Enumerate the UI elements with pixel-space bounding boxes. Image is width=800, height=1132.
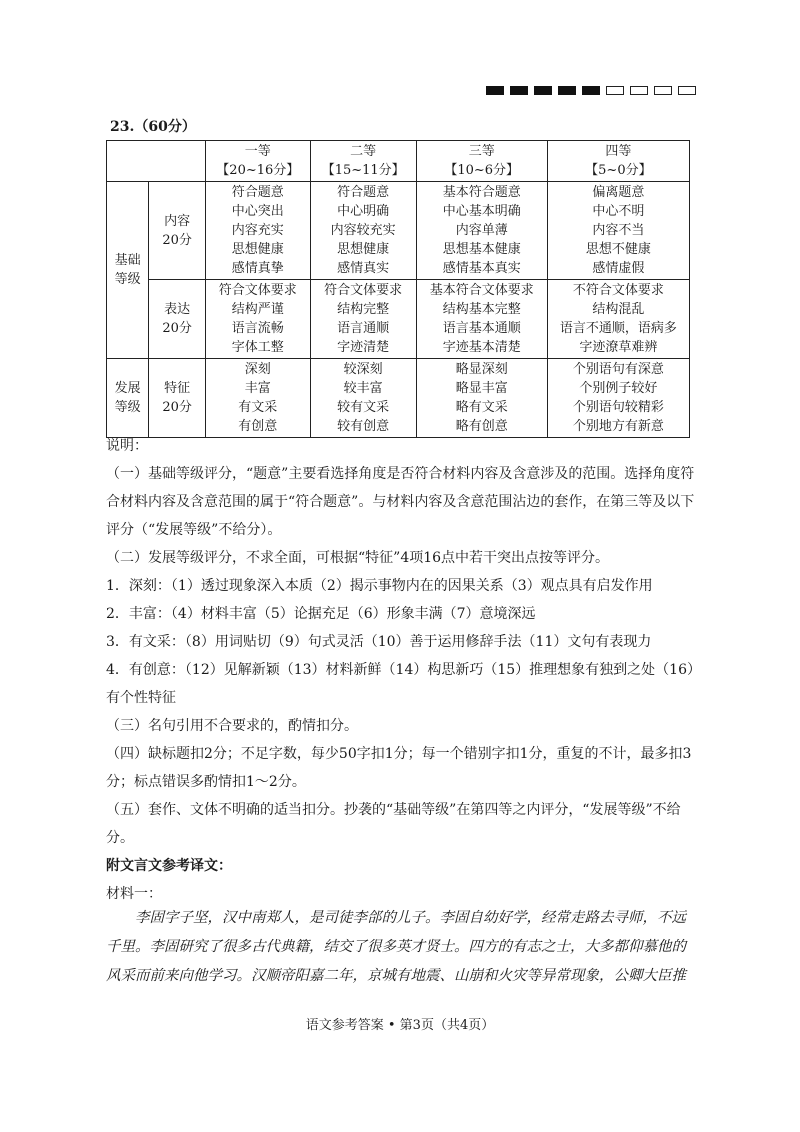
note-paragraph: 3．有文采：（8）用词贴切（9）句式灵活（10）善于运用修辞手法（11）文句有表现力	[106, 634, 652, 650]
empty-mark	[678, 86, 696, 95]
note-paragraph: （一）基础等级评分，“题意”主要看选择角度是否符合材料内容及含意涉及的范围。选择角度符合材料内容及含意范围的属于“符合题意”。与材料内容及含意范围沾边的套作，在第三等及以下评分（“发展等级”不给分）。	[106, 466, 695, 538]
grade-header: 一等 【20~16分】	[205, 141, 310, 182]
filled-mark	[510, 86, 528, 95]
expression-cell: 符合文体要求 结构严谨 语言流畅 字体工整	[205, 280, 310, 359]
content-cell: 符合题意 中心突出 内容充实 思想健康 感情真挚	[205, 182, 310, 280]
content-label: 内容 20分	[149, 182, 205, 280]
expression-cell: 符合文体要求 结构完整 语言通顺 字迹清楚	[310, 280, 416, 359]
empty-mark	[654, 86, 672, 95]
grade-header-row	[107, 141, 690, 182]
question-title: 23.（60分）	[110, 119, 196, 135]
feature-cell: 个别语句有深意 个别例子较好 个别语句较精彩 个别地方有新意	[547, 359, 689, 438]
development-level-label: 发展 等级	[107, 359, 149, 438]
filled-mark	[486, 86, 504, 95]
empty-mark	[606, 86, 624, 95]
note-paragraph: 1．深刻：（1）透过现象深入本质（2）揭示事物内在的因果关系（3）观点具有启发作用	[106, 578, 653, 594]
translation-paragraph: 李固字子坚，汉中南郑人，是司徒李郃的儿子。李固自幼好学，经常走路去寻师，不远千里。李固研究了很多古代典籍，结交了很多英才贤士。四方的有志之士，大多都仰慕他的风采而前来向他学习。汉顺帝阳嘉二年，京城有地震、山崩和火灾等异常现象，公卿大臣推	[106, 910, 686, 984]
grade-header: 四等 【5~0分】	[547, 141, 689, 182]
content-row	[107, 182, 690, 280]
feature-cell: 较深刻 较丰富 较有文采 较有创意	[310, 359, 416, 438]
note-paragraph: 2．丰富：（4）材料丰富（5）论据充足（6）形象丰满（7）意境深远	[106, 606, 536, 622]
note-paragraph: 4．有创意：（12）见解新颖（13）材料新鲜（14）构思新巧（15）推理想象有独到之处（16）有个性特征	[106, 662, 694, 706]
content-cell: 偏离题意 中心不明 内容不当 思想不健康 感情虚假	[547, 182, 689, 280]
expression-cell: 基本符合文体要求 结构基本完整 语言基本通顺 字迹基本清楚	[416, 280, 547, 359]
empty-corner-cell	[107, 141, 206, 182]
expression-label: 表达 20分	[149, 280, 205, 359]
note-paragraph: （五）套作、文体不明确的适当扣分。抄袭的“基础等级”在第四等之内评分，“发展等级”不给分。	[106, 802, 681, 846]
feature-cell: 深刻 丰富 有文采 有创意	[205, 359, 310, 438]
expression-row	[107, 280, 690, 359]
filled-mark	[534, 86, 552, 95]
content-cell: 符合题意 中心明确 内容较充实 思想健康 感情真实	[310, 182, 416, 280]
appendix-title: 附文言文参考译文：	[106, 858, 232, 874]
translation-text	[106, 904, 696, 991]
grade-header: 三等 【10~6分】	[416, 141, 547, 182]
material-label: 材料一：	[106, 886, 162, 902]
note-paragraph: （二）发展等级评分，不求全面，可根据“特征”4项16点中若干突出点按等评分。	[106, 550, 610, 566]
empty-mark	[630, 86, 648, 95]
feature-row	[107, 359, 690, 438]
notes-label: 说明：	[106, 438, 148, 454]
expression-cell: 不符合文体要求 结构混乱 语言不通顺，语病多 字迹潦草难辨	[547, 280, 689, 359]
filled-mark	[558, 86, 576, 95]
feature-cell: 略显深刻 略显丰富 略有文采 略有创意	[416, 359, 547, 438]
feature-label: 特征 20分	[149, 359, 205, 438]
note-paragraph: （三）名句引用不合要求的，酌情扣分。	[106, 718, 358, 734]
page-progress-marks	[486, 86, 696, 95]
scoring-rubric-table	[106, 140, 690, 438]
filled-mark	[582, 86, 600, 95]
note-paragraph: （四）缺标题扣2分；不足字数，每少50字扣1分；每一个错别字扣1分，重复的不计，最多扣3分；标点错误多酌情扣1～2分。	[106, 746, 692, 790]
content-cell: 基本符合题意 中心基本明确 内容单薄 思想基本健康 感情基本真实	[416, 182, 547, 280]
page-footer: 语文参考答案 • 第3页（共4页）	[305, 1018, 495, 1033]
grade-header: 二等 【15~11分】	[310, 141, 416, 182]
basic-level-label: 基础 等级	[107, 182, 149, 359]
notes-section	[106, 460, 696, 908]
